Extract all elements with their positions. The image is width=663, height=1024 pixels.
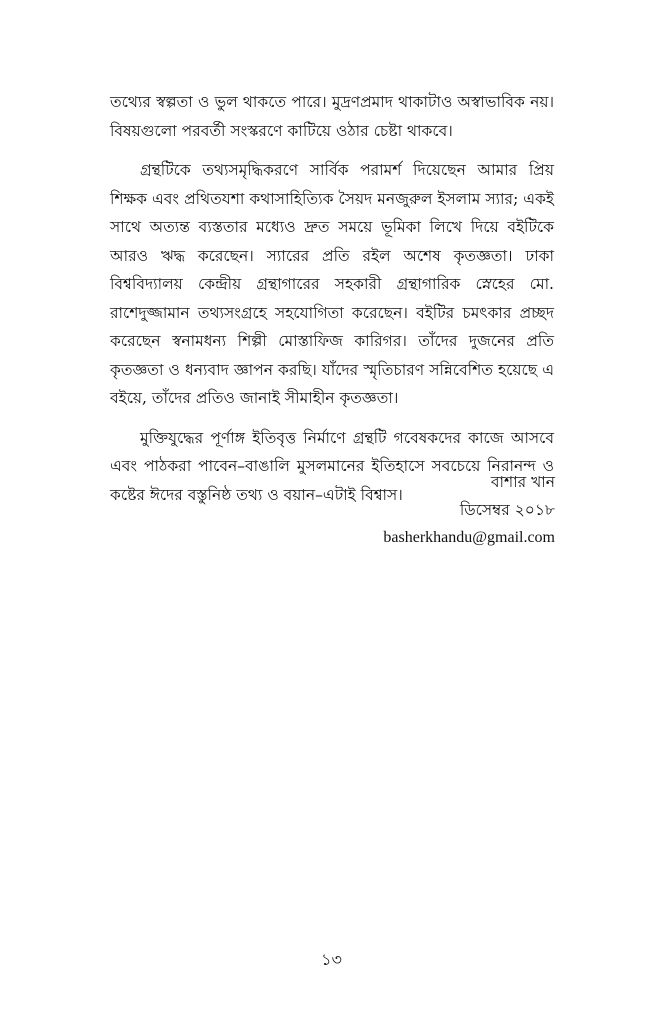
author-signature — [383, 468, 555, 552]
paragraph-acknowledgements: গ্রন্থটিকে তথ্যসমৃদ্ধিকরণে সার্বিক পরামর্শ দিয়েছেন আমার প্রিয় শিক্ষক এবং প্রথিতযশা কথাসাহিত্যিক সৈয়দ মনজুরুল ইসলাম স্যার; একই সাথে অত্যন্ত ব্যস্ততার মধ্যেও দ্রুত সময়ে ভূমিকা লিখে দিয়ে বইটিকে আরও ঋদ্ধ করেছেন। স্যারের প্রতি রইল অশেষ কৃতজ্ঞতা। ঢাকা বিশ্ববিদ্যালয় কেন্দ্রীয় গ্রন্থাগারের সহকারী গ্রন্থাগারিক স্নেহের মো. রাশেদুজ্জামান তথ্যসংগ্রহে সহযোগিতা করেছেন। বইটির চমৎকার প্রচ্ছদ করেছেন স্বনামধন্য শিল্পী মোস্তাফিজ কারিগর। তাঁদের দুজনের প্রতি কৃতজ্ঞতা ও ধন্যবাদ জ্ঞাপন করছি। যাঁদের স্মৃতিচারণ সন্নিবেশিত হয়েছে এ বইয়ে, তাঁদের প্রতিও জানাই সীমাহীন কৃতজ্ঞতা। — [110, 161, 554, 407]
signature-date: ডিসেম্বর ২০১৮ — [459, 501, 555, 519]
body-text — [110, 88, 554, 509]
author-email: basherkhandu@gmail.com — [383, 529, 555, 546]
page-number: ১৩ — [321, 950, 342, 969]
author-name: বাশার খান — [490, 473, 555, 491]
paragraph-errata-note: তথ্যের স্বল্পতা ও ভুল থাকতে পারে। মুদ্রণপ্রমাদ থাকাটাও অস্বাভাবিক নয়। বিষয়গুলো পরবর্তী সংস্করণে কাটিয়ে ওঠার চেষ্টা থাকবে। — [110, 93, 554, 140]
paragraph-closing-note: মুক্তিযুদ্ধের পূর্ণাঙ্গ ইতিবৃত্ত নির্মাণে গ্রন্থটি গবেষকদের কাজে আসবে এবং পাঠকরা পাবেন–বাঙালি মুসলমানের ইতিহাসে সবচেয়ে নিরানন্দ ও কষ্টের ঈদের বস্তুনিষ্ঠ তথ্য ও বয়ান–এটাই বিশ্বাস। — [110, 428, 554, 504]
